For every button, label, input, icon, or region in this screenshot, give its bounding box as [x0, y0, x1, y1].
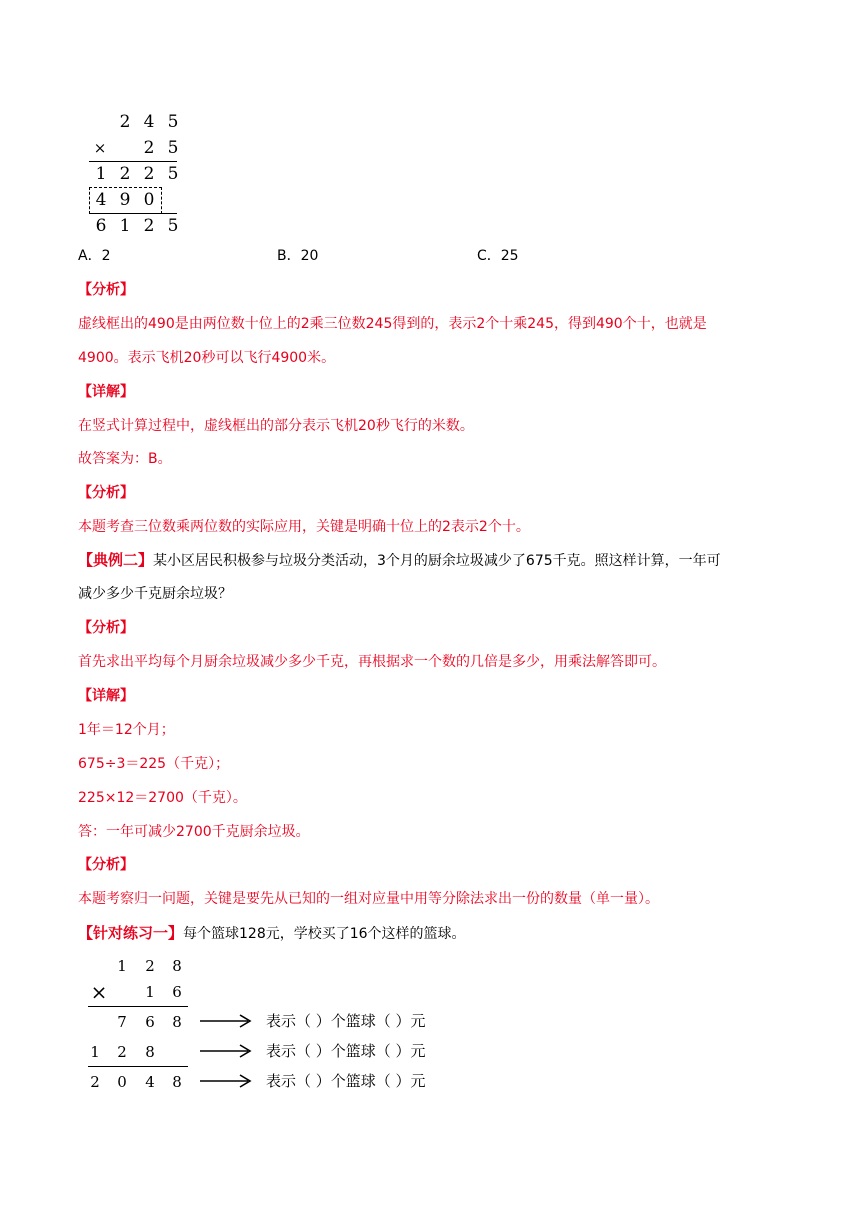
example2-question-line1 — [78, 550, 721, 571]
option-c: C．25 — [477, 248, 519, 264]
analysis-heading: 【分析】 — [78, 620, 134, 636]
review-heading: 【分析】 — [78, 857, 134, 873]
solution-step: 225×12＝2700（千克）。 — [78, 790, 247, 806]
option-a: A．2 — [78, 248, 111, 264]
review-text: 本题考察归一问题，关键是要先从已知的一组对应量中用等分除法求出一份的数量（单一量）。 — [78, 891, 659, 907]
calc-divider-line — [89, 213, 177, 214]
calc-digit: 0 — [143, 190, 155, 210]
analysis-heading: 【分析】 — [78, 282, 134, 298]
calc-divider-line — [88, 1006, 188, 1007]
calc-digit: 0 — [117, 1073, 127, 1091]
calc-digit: 2 — [143, 216, 155, 236]
practice1-heading: 【针对练习一】 — [78, 924, 184, 942]
calc-digit: 1 — [117, 957, 127, 975]
calc-digit: 2 — [119, 112, 131, 132]
review-heading: 【分析】 — [78, 485, 134, 501]
calc-digit: 7 — [117, 1013, 127, 1031]
detail-heading: 【详解】 — [78, 688, 134, 704]
calc-digit: 8 — [172, 1073, 182, 1091]
calc-digit: 6 — [172, 983, 182, 1001]
detail-text: 在竖式计算过程中，虚线框出的部分表示飞机20秒飞行的米数。 — [78, 418, 474, 434]
calc-digit: 6 — [145, 1013, 155, 1031]
calc-digit: 2 — [90, 1073, 100, 1091]
example2-question: 某小区居民积极参与垃圾分类活动，3个月的厨余垃圾减少了675千克。照这样计算，一年可 — [153, 553, 721, 569]
calc-digit: 5 — [167, 216, 179, 236]
calc-divider-line — [88, 1066, 188, 1067]
example2-question-line2: 减少多少千克厨余垃圾？ — [78, 586, 232, 602]
right-arrow-icon — [200, 1044, 252, 1058]
right-arrow-icon — [200, 1014, 252, 1028]
multiply-sign: × — [93, 139, 107, 157]
calc-digit: 2 — [119, 164, 131, 184]
calc-digit: 8 — [145, 1043, 155, 1061]
calc-digit: 1 — [119, 216, 131, 236]
calc-digit: 4 — [143, 112, 155, 132]
option-b: B．20 — [277, 248, 319, 264]
answer-text: 故答案为：B。 — [78, 451, 172, 467]
calc-digit: 8 — [172, 1013, 182, 1031]
calc-digit: 1 — [145, 983, 155, 1001]
calc-digit: 2 — [117, 1043, 127, 1061]
multiply-sign: × — [90, 980, 108, 1004]
analysis-text: 虚线框出的490是由两位数十位上的2乘三位数245得到的，表示2个十乘245，得到490个十，也就是 — [78, 316, 707, 332]
review-text: 本题考查三位数乘两位数的实际应用，关键是明确十位上的2表示2个十。 — [78, 519, 530, 535]
calc-digit: 1 — [90, 1043, 100, 1061]
practice1-question: 每个篮球128元，学校买了16个这样的篮球。 — [183, 926, 466, 942]
calc-digit: 9 — [119, 190, 131, 210]
solution-step: 675÷3＝225（千克）； — [78, 756, 230, 772]
calc-digit: 1 — [95, 164, 107, 184]
fill-blank-label: 表示（ ）个篮球（ ）元 — [266, 1042, 426, 1060]
calc-digit: 2 — [143, 138, 155, 158]
fill-blank-label: 表示（ ）个篮球（ ）元 — [266, 1072, 426, 1090]
solution-step: 1年＝12个月； — [78, 722, 175, 738]
calc-divider-line — [89, 161, 177, 162]
practice1-question-line — [78, 923, 466, 944]
detail-heading: 【详解】 — [78, 384, 134, 400]
calc-digit: 2 — [145, 957, 155, 975]
calc-digit: 5 — [167, 164, 179, 184]
analysis-text: 4900。表示飞机20秒可以飞行4900米。 — [78, 350, 336, 366]
analysis-text: 首先求出平均每个月厨余垃圾减少多少千克，再根据求一个数的几倍是多少，用乘法解答即可。 — [78, 654, 666, 670]
fill-blank-label: 表示（ ）个篮球（ ）元 — [266, 1012, 426, 1030]
calc-digit: 5 — [167, 112, 179, 132]
calc-digit: 5 — [167, 138, 179, 158]
right-arrow-icon — [200, 1074, 252, 1088]
calc-digit: 8 — [172, 957, 182, 975]
calc-digit: 2 — [143, 164, 155, 184]
calc-digit: 4 — [95, 190, 107, 210]
calc-digit: 4 — [145, 1073, 155, 1091]
example2-heading: 【典例二】 — [78, 551, 154, 569]
answer-text: 答：一年可减少2700千克厨余垃圾。 — [78, 824, 310, 840]
calc-digit: 6 — [95, 216, 107, 236]
